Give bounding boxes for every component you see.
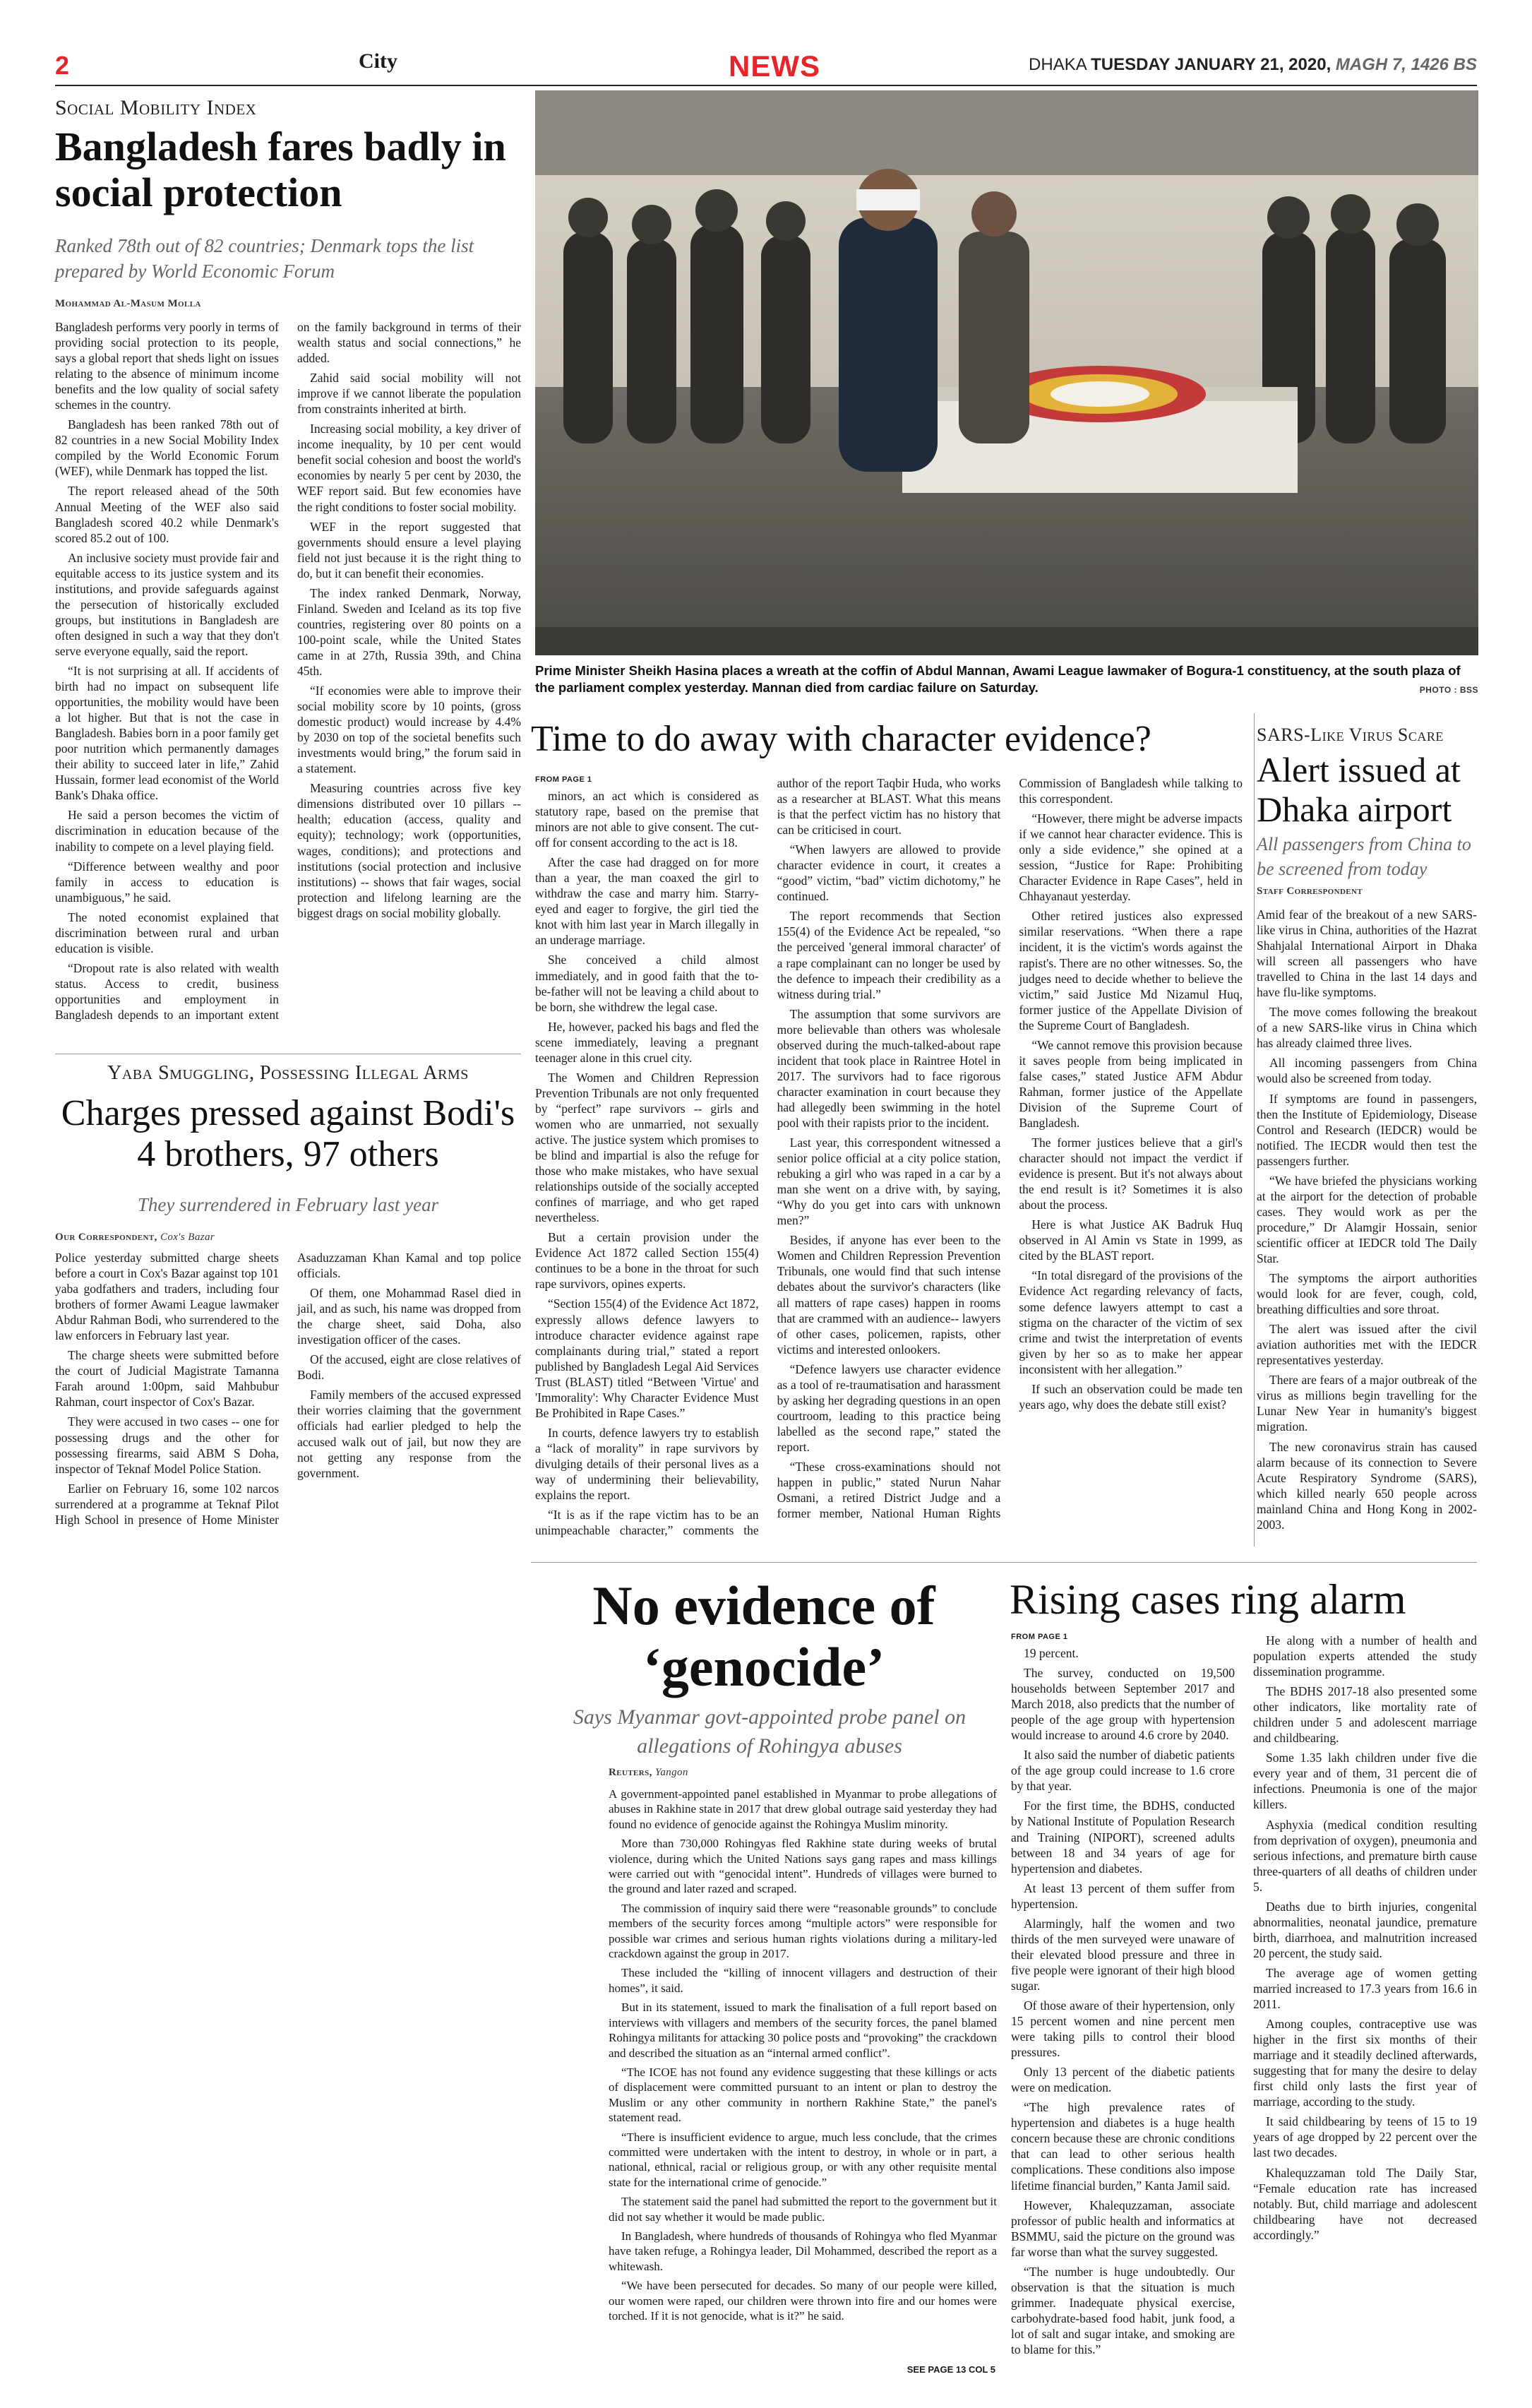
story-body <box>1257 907 1477 1549</box>
article-paragraph: The move comes following the breakout of a new SARS-like virus in China which has already claimed three lives. <box>1257 1005 1477 1051</box>
column-divider <box>1254 713 1255 1546</box>
article-paragraph: The alert was issued after the civil aviation authorities met with the IEDCR representatives yesterday. <box>1257 1322 1477 1368</box>
article-paragraph: Bangladesh has been ranked 78th out of 82 countries in a new Social Mobility Index compiled by the World Economic Forum (WEF), while Denmark has topped the list. <box>55 417 279 479</box>
masthead-rule <box>55 85 1477 86</box>
article-paragraph: “If economies were able to improve their social mobility score by 10 points, (gross domestic product) would increase by 4.4% by 2030 on top of the societal benefits such investments would bring,” the forum said in a statement. <box>297 684 521 776</box>
article-paragraph: Bangladesh performs very poorly in terms of providing social protection to its people, says a global report that sheds light on issues relating to the absence of minimum income benefits and the low quality of social safety schemes in the country. <box>55 320 279 412</box>
article-paragraph: The average age of women getting married increased to 17.3 years from 16.6 in 2011. <box>1253 1965 1477 2012</box>
byline-name: Our Correspondent, <box>55 1232 157 1243</box>
news-photo <box>535 90 1478 655</box>
article-paragraph: Only 13 percent of the diabetic patients were on medication. <box>1011 2065 1235 2095</box>
dateline-bangla: MAGH 7, 1426 BS <box>1335 55 1477 74</box>
article-paragraph: “Defence lawyers use character evidence as a tool of re-traumatisation and harassment by asking her degrading questions in an open courtroom, leading to this practice being labelled as the second rape,” stated the report. <box>777 1361 1001 1454</box>
article-paragraph: The survey, conducted on 19,500 households between September 2017 and March 2018, also predicts that the number of people of the age group with hypertension would increase to around 4.6 crore by 2040. <box>1011 1666 1235 1743</box>
article-paragraph: Besides, if anyone has ever been to the Women and Children Repression Prevention Tribunals, one would find that such intense debates about the survivor's characters (like all matters of rape cases) happen in rooms that are crammed with an audience-- lawyers of other cases, policemen, rapists, other victims and interested onlookers. <box>777 1233 1001 1357</box>
article-paragraph: Measuring countries across five key dimensions distributed over 10 pillars -- health; education (access, quality and equity); technology; work (opportunities, wages, conditions); and protections and institutions (social protection and inclusive institutions) -- shows that fair wages, social protection and lifelong learning are the biggest drags on social mobility globally. <box>297 781 521 920</box>
article-paragraph: There are fears of a major outbreak of the virus as millions begin travelling for the Lunar New Year in humanity's biggest migration. <box>1257 1373 1477 1434</box>
article-paragraph: If such an observation could be made ten years ago, why does the debate still exist? <box>1019 1381 1243 1412</box>
divider <box>531 1562 1477 1563</box>
article-paragraph: However, Khalequzzaman, associate professor of public health and informatics at BSMMU, said the picture on the ground was far worse than what the survey suggested. <box>1011 2198 1235 2259</box>
article-paragraph: Amid fear of the breakout of a new SARS-like virus in China, authorities of the Hazrat Shahjalal International Airport in Dhaka will screen all passengers who have travelled to China in the last 14 days and have flu-like symptoms. <box>1257 907 1477 1000</box>
article-paragraph: “The high prevalence rates of hypertension and diabetes is a huge health concern because these are chronic conditions that can lead to other serious health complications. These conditions also impose lifetime financial burden,” Kanta Jamil said. <box>1011 2100 1235 2193</box>
article-paragraph: The BDHS 2017-18 also presented some other indicators, like mortality rate of children under 5 and adolescent marriage and childbearing. <box>1253 1684 1477 1746</box>
article-paragraph: More than 730,000 Rohingyas fled Rakhine state during weeks of brutal violence, during which the United Nations says gang rapes and mass killings were carried out with “genocidal intent”. Hundreds of villages were burned to the ground and later razed and scraped. <box>609 1837 997 1896</box>
article-paragraph: Some 1.35 lakh children under five die every year and of them, 31 percent die of infections. Pneumonia is one of the major killers. <box>1253 1751 1477 1812</box>
article-paragraph: They were accused in two cases -- one for possessing drugs and the other for possessing firearms, said ABM S Doha, inspector of Teknaf Model Police Station. <box>55 1414 279 1476</box>
article-paragraph: “In total disregard of the provisions of the Evidence Act regarding relevancy of facts, some defence lawyers attempt to cast a stigma on the character of the victim of sex crime and twist the interpretation of events given by her so as to make her appear inconsistent with her allegation.” <box>1019 1268 1243 1376</box>
story-byline <box>55 1232 295 1244</box>
article-paragraph: “When lawyers are allowed to provide character evidence in court, it creates a “good” victim, “bad” victim dichotomy,” he continued. <box>777 842 1001 904</box>
article-paragraph: A government-appointed panel established in Myanmar to probe allegations of abuses in Rakhine state in 2017 that drew global outrage said yesterday they had found no evidence of genocide against the Rohingya Muslim minority. <box>609 1787 997 1831</box>
headline-line-2: ‘genocide’ <box>642 1636 885 1698</box>
jump-line: SEE PAGE 13 COL 5 <box>906 2364 995 2375</box>
article-paragraph: “It is not surprising at all. If accidents of birth had no impact on subsequent life opportunities, the mobility would have been a lot higher. But that is not the case in Bangladesh. Babies born in a poor family get poor nutrition which permanently damages their ability to succeed later in life,” Zahid Hussain, former lead economist of the World Bank's Dhaka office. <box>55 663 279 803</box>
article-paragraph: minors, an act which is considered as statutory rape, based on the premise that minors are not able to give consent. The cut-off for consent according to the act is 18. <box>535 789 759 850</box>
article-paragraph: Last year, this correspondent witnessed a senior police official at a city police station, rebuking a girl who was raped in a car by a man she went on a drive with, by saying, “Why do you get into cars with unknown men?” <box>777 1136 1001 1228</box>
article-paragraph: Police yesterday submitted charge sheets before a court in Cox's Bazar against top 101 yaba godfathers and traders, including four brothers of former Awami League lawmaker Abdur Rahman Bodi, who surrendered to the law enforcers in February last year. <box>55 1251 279 1343</box>
photo-credit: PHOTO : BSS <box>1419 685 1478 695</box>
article-paragraph: Other retired justices also expressed similar reservations. “When there a rape incident, it is the victim's words against the rapist's. There are no other witnesses. So, the judges need to decide whether to believe the victim,” said Justice Md Nizamul Huq, former justice of the Appellate Division of the Supreme Court of Bangladesh. <box>1019 909 1243 1032</box>
byline-place: Cox's Bazar <box>160 1232 215 1243</box>
story-byline <box>609 1767 849 1779</box>
article-paragraph: All incoming passengers from China would also be screened from today. <box>1257 1056 1477 1086</box>
article-paragraph: “However, there might be adverse impacts if we cannot hear character evidence. This is only a side evidence,” she opined at a session, “Justice for Rape: Prohibiting Character Evidence in Rape Cases”, held in Chhayanaut yesterday. <box>1019 811 1243 904</box>
article-paragraph: She conceived a child almost immediately, and in good faith that the to-be-father will not be leaving a child about to be born, she withdrew the legal case. <box>535 953 759 1014</box>
story-deck: They surrendered in February last year <box>137 1194 439 1215</box>
article-paragraph: The statement said the panel had submitted the report to the government but it did not say whether it would be made public. <box>609 2195 997 2224</box>
article-paragraph: “We have been persecuted for decades. So many of our people were killed, our women were raped, our children were thrown into fire and our homes were torched. If it is not genocide, what is it?” he said. <box>609 2279 997 2323</box>
article-paragraph: Khalequzzaman told The Daily Star, “Female education rate has increased notably. But, child marriage and adolescent childbearing have not decreased accordingly.” <box>1253 2165 1477 2242</box>
story-body <box>535 775 1243 1549</box>
dateline-city: DHAKA <box>1029 55 1087 74</box>
article-paragraph: An inclusive society must provide fair and equitable access to its justice system and its institutions, and provide safeguards against the persecution of historically excluded groups, but institutions in Bangladesh are often designed in such a way that they don't serve everyone equally, said the report. <box>55 550 279 658</box>
article-paragraph: The commission of inquiry said there were “reasonable grounds” to conclude members of the security forces among “multiple actors” were responsible for possible war crimes and serious human rights violations during a military-led crackdown against the group in 2017. <box>609 1901 997 1961</box>
article-paragraph: “Dropout rate is also related with wealth status. Access to credit, business opportunities and employment in Bangladesh depends to an important extent on the family background in terms of their wealth status and social connections,” he added. <box>55 320 521 1022</box>
article-paragraph: Here is what Justice AK Badruk Huq observed in Al Amin vs State in 1999, as cited by the BLAST report. <box>1019 1217 1243 1263</box>
article-paragraph: Earlier on February 16, some 102 narcos surrendered at a programme at Teknaf Pilot High School in presence of Home Minister Asaduzzaman Khan Kamal and top police officials. <box>55 1251 521 1527</box>
article-paragraph: Among couples, contraceptive use was higher in the first six months of their marriage and it steadily declined afterwards, suggesting that for many the desire to delay first child only lasts the first year of marriage, according to the study. <box>1253 2017 1477 2109</box>
article-paragraph: WEF in the report suggested that governments should ensure a level playing field not just because it is the right thing to do, but it can benefit their economies. <box>297 519 521 580</box>
article-paragraph: It also said the number of diabetic patients of the age group could increase to 1.6 crore by that year. <box>1011 1748 1235 1794</box>
continuation-label: FROM PAGE 1 <box>535 775 592 784</box>
story-headline <box>531 1575 997 1698</box>
article-paragraph: The report released ahead of the 50th Annual Meeting of the WEF also said Bangladesh scored 40.2 while Denmark's scored 85.2 out of 100. <box>55 484 279 545</box>
article-paragraph: But a certain provision under the Evidence Act 1872 called Section 155(4) continues to be a bone in the throat for such rape survivors, opines experts. <box>535 1230 759 1292</box>
story-kicker: Yaba Smuggling, Possessing Illegal Arms <box>107 1062 469 1084</box>
article-paragraph: “Difference between wealthy and poor family in access to education is unambiguous,” he said. <box>55 859 279 905</box>
story-body <box>55 319 521 1025</box>
article-paragraph: “These cross-examinations should not happen in public,” stated Nurun Nahar Osmani, a retired District Judge and a former member, National Human Rights Commission of Bangladesh while talking to this correspondent. <box>777 776 1243 1521</box>
article-paragraph: In courts, defence lawyers try to establish a “lack of morality” in rape survivors by divulging details of their personal lives as a way of undermining their believability, explains the report. <box>535 1425 759 1503</box>
article-paragraph: “The ICOE has not found any evidence suggesting that these killings or acts of displacement were committed pursuant to an intent or plan to destroy the Muslim or any other community in northern Rakhine State,” the panel's statement read. <box>609 2065 997 2125</box>
article-paragraph: The Women and Children Repression Prevention Tribunals are not only frequented by “perfect” rape survivors -- girls and women who are unmarried, not sexually active. The justice system which promises to be blind and impartial is also the refuge for those who make mistakes, who have sexual relationships outside of the socially accepted confines of marriage, and who get raped nevertheless. <box>535 1070 759 1225</box>
story-headline: Charges pressed against Bodi's 4 brothers, 97 others <box>61 1093 515 1175</box>
article-paragraph: The former justices believe that a girl's character should not impact the verdict if evidence is present. But it's not always about the end result is it? Sometimes it is also about the process. <box>1019 1136 1243 1212</box>
article-paragraph: Of those aware of their hypertension, only 15 percent women and nine percent men were taking pills to control their blood pressures. <box>1011 1998 1235 2060</box>
article-paragraph: The index ranked Denmark, Norway, Finland. Sweden and Iceland as its top five countries, registering over 80 points on a 100-point scale, while the United States came in at 27th, Russia 39th, and China 45th. <box>297 585 521 678</box>
article-paragraph: The noted economist explained that discrimination between rural and urban education is visible. <box>55 910 279 955</box>
continuation-label: FROM PAGE 1 <box>1011 1633 1068 1641</box>
story-headline: Time to do away with character evidence? <box>531 719 1151 759</box>
article-paragraph: After the case had dragged on for more than a year, the man coaxed the girl to withdraw the case and marry him. Starry-eyed and eager to forgive, the girl tied the knot with him last year in March illegally in an underage marriage. <box>535 855 759 948</box>
article-paragraph: Alarmingly, half the women and two thirds of the men surveyed were unaware of their elevated blood pressure and three in five people were ignorant of their high blood sugar. <box>1011 1916 1235 1993</box>
story-deck: Ranked 78th out of 82 countries; Denmark tops the list prepared by World Economic Forum <box>55 235 474 282</box>
story-body <box>55 1250 521 1554</box>
story-body <box>609 1787 997 2352</box>
byline-name: Reuters, <box>609 1767 652 1778</box>
dateline <box>1029 55 1477 75</box>
dateline-date: TUESDAY JANUARY 21, 2020, <box>1091 55 1331 74</box>
article-paragraph: “We have briefed the physicians working at the airport for the detection of probable cases. They would work as per the procedure,” Dr Alamgir Hossain, senior scientific officer at IEDCR told The Daily Star. <box>1257 1173 1477 1265</box>
article-paragraph: “Section 155(4) of the Evidence Act 1872, expressly allows defence lawyers to introduce character evidence against rape complainants during trial,” stated a report published by Bangladesh Legal Aid Services Trust (BLAST) titled “Between 'Virtue' and 'Immorality': Why Character Evidence Must Be Prohibited in Rape Cases.” <box>535 1297 759 1420</box>
story-deck: All passengers from China to be screened from today <box>1257 834 1471 880</box>
article-paragraph: The assumption that some survivors are more believable than others was wholesale observed during the much-talked-about rape incident that took place in Raintree Hotel in 2017. The survivors had to face rigorous character examination in court because they had allegedly been swimming in the hotel pool with their rapists prior to the incident. <box>777 1006 1001 1130</box>
story-headline: Alert issued at Dhaka airport <box>1257 750 1461 829</box>
article-paragraph: In Bangladesh, where hundreds of thousands of Rohingya who fled Myanmar have taken refuge, a Rohingya leader, Dil Mohammed, described the report as a whitewash. <box>609 2229 997 2273</box>
section-label: City <box>359 49 397 73</box>
article-paragraph: “There is insufficient evidence to argue, much less conclude, that the crimes committed were undertaken with the intent to destroy, in whole or in part, a national, ethnical, racial or religious group, or with any other requisite mental state for the international crime of genocide.” <box>609 2130 997 2189</box>
article-paragraph: At least 13 percent of them suffer from hypertension. <box>1011 1880 1235 1911</box>
funeral-photo-illustration <box>535 90 1478 655</box>
article-paragraph: 19 percent. <box>1024 1646 1079 1660</box>
article-paragraph: Asphyxia (medical condition resulting from deprivation of oxygen), pneumonia and serious infections, and premature birth cause three-quarters of all deaths of children under 5. <box>1253 1817 1477 1894</box>
article-paragraph: He, however, packed his bags and fled the scene immediately, leaving a pregnant teenager alone in this cruel city. <box>535 1019 759 1065</box>
article-paragraph: He said a person becomes the victim of discrimination in education because of the inability to compete on a level playing field. <box>55 808 279 854</box>
article-paragraph: Of them, one Mohammad Rasel died in jail, and as such, his name was dropped from the charge sheet, said Doha, also investigation officer of the cases. <box>297 1286 521 1347</box>
article-paragraph: It said childbearing by teens of 15 to 19 years of age dropped by 22 percent over the last two decades. <box>1253 2114 1477 2160</box>
article-paragraph: He along with a number of health and population experts attended the study dissemination programme. <box>1253 1633 1477 1679</box>
article-paragraph: The charge sheets were submitted before the court of Judicial Magistrate Tamanna Farah around 1:00pm, said Mahbubur Rahman, court inspector of Cox's Bazar. <box>55 1348 279 1409</box>
story-headline: Bangladesh fares badly in social protection <box>55 124 506 215</box>
story-body <box>1011 1633 1477 2367</box>
article-paragraph: Family members of the accused expressed their worries claiming that the government officials had earlier pledged to help the accused walk out of jail, but now they are not getting any response from the government. <box>297 1388 521 1480</box>
article-paragraph: Increasing social mobility, a key driver of income inequality, by 10 per cent would benefit social cohesion and boost the world's economies by nearly 5 per cent by 2030, the WEF report said. But few economies have the right conditions to foster social mobility. <box>297 422 521 514</box>
article-paragraph: The new coronavirus strain has caused alarm because of its connection to Severe Acute Respiratory Syndrome (SARS), which killed nearly 650 people across mainland China and Hong Kong in 2002-2003. <box>1257 1439 1477 1532</box>
article-paragraph: “The number is huge undoubtedly. Our observation is that the situation is much grimmer. Inadequate physical exercise, carbohydrate-based food habit, junk food, a lot of salt and sugar intake, and smoking are to blame for this.” <box>1011 2264 1235 2356</box>
story-kicker: Social Mobility Index <box>55 96 257 119</box>
article-paragraph: For the first time, the BDHS, conducted by National Institute of Population Research and Training (NIPORT), screened adults between 18 and 34 years of age for hypertension and diabetes. <box>1011 1799 1235 1876</box>
photo-caption: Prime Minister Sheikh Hasina places a wreath at the coffin of Abdul Mannan, Awami League lawmaker of Bogura-1 constituency, at the south plaza of the parliament complex yesterday. Mannan died from cardiac failure on Saturday. <box>535 663 1461 696</box>
article-paragraph: But in its statement, issued to mark the finalisation of a full report based on interviews with villagers and members of the security forces, the panel blamed Rohingya militants for attacking 30 police posts and “provoking” the crackdown and described the situation as an “internal armed conflict”. <box>609 2001 997 2060</box>
article-paragraph: “We cannot remove this provision because it saves people from being implicated in false cases,” stated Justice AFM Abdur Rahman, former justice of the Appellate Division of the Supreme Court of Bangladesh. <box>1019 1037 1243 1130</box>
story-byline: Staff Correspondent <box>1257 886 1363 897</box>
article-paragraph: The report recommends that Section 155(4) of the Evidence Act be repealed, “so the perceived 'general immoral character' of a rape complainant can no longer be used by the defence to impeach their credibility as a witness during trial.” <box>777 909 1001 1001</box>
article-paragraph: If symptoms are found in passengers, then the Institute of Epidemiology, Disease Control and Research (IEDCR) would be notified. The IECDR would then test the passengers further. <box>1257 1091 1477 1168</box>
byline-place: Yangon <box>654 1767 688 1778</box>
story-kicker: SARS-Like Virus Scare <box>1257 725 1444 745</box>
article-paragraph: “It is as if the rape victim has to be an unimpeachable character,” comments the author of the report Taqbir Huda, who works as a researcher at BLAST. What this means is that the perfect victim has no history that can be criticised in court. <box>535 776 1001 1538</box>
article-paragraph: The symptoms the airport authorities would look for are fever, cough, cold, breathing difficulties and sore throat. <box>1257 1271 1477 1317</box>
story-headline: Rising cases ring alarm <box>1010 1576 1406 1623</box>
section-brand: NEWS <box>729 49 820 83</box>
article-paragraph: Of the accused, eight are close relatives of Bodi. <box>297 1352 521 1383</box>
story-deck: Says Myanmar govt-appointed probe panel on allegations of Rohingya abuses <box>573 1705 967 1758</box>
story-byline: Mohammad Al-Masum Molla <box>55 298 201 309</box>
article-paragraph: These included the “killing of innocent villagers and destruction of their homes”, it said. <box>609 1966 997 1995</box>
headline-line-1: No evidence of <box>592 1575 935 1636</box>
article-paragraph: Zahid said social mobility will not improve if we cannot liberate the population from constraints inherited at birth. <box>297 371 521 417</box>
article-paragraph: Deaths due to birth injuries, congenital abnormalities, neonatal jaundice, premature birth, diarrhoea, and malnutrition increased 20 percent, the study said. <box>1253 1899 1477 1960</box>
page-number: 2 <box>55 51 70 80</box>
